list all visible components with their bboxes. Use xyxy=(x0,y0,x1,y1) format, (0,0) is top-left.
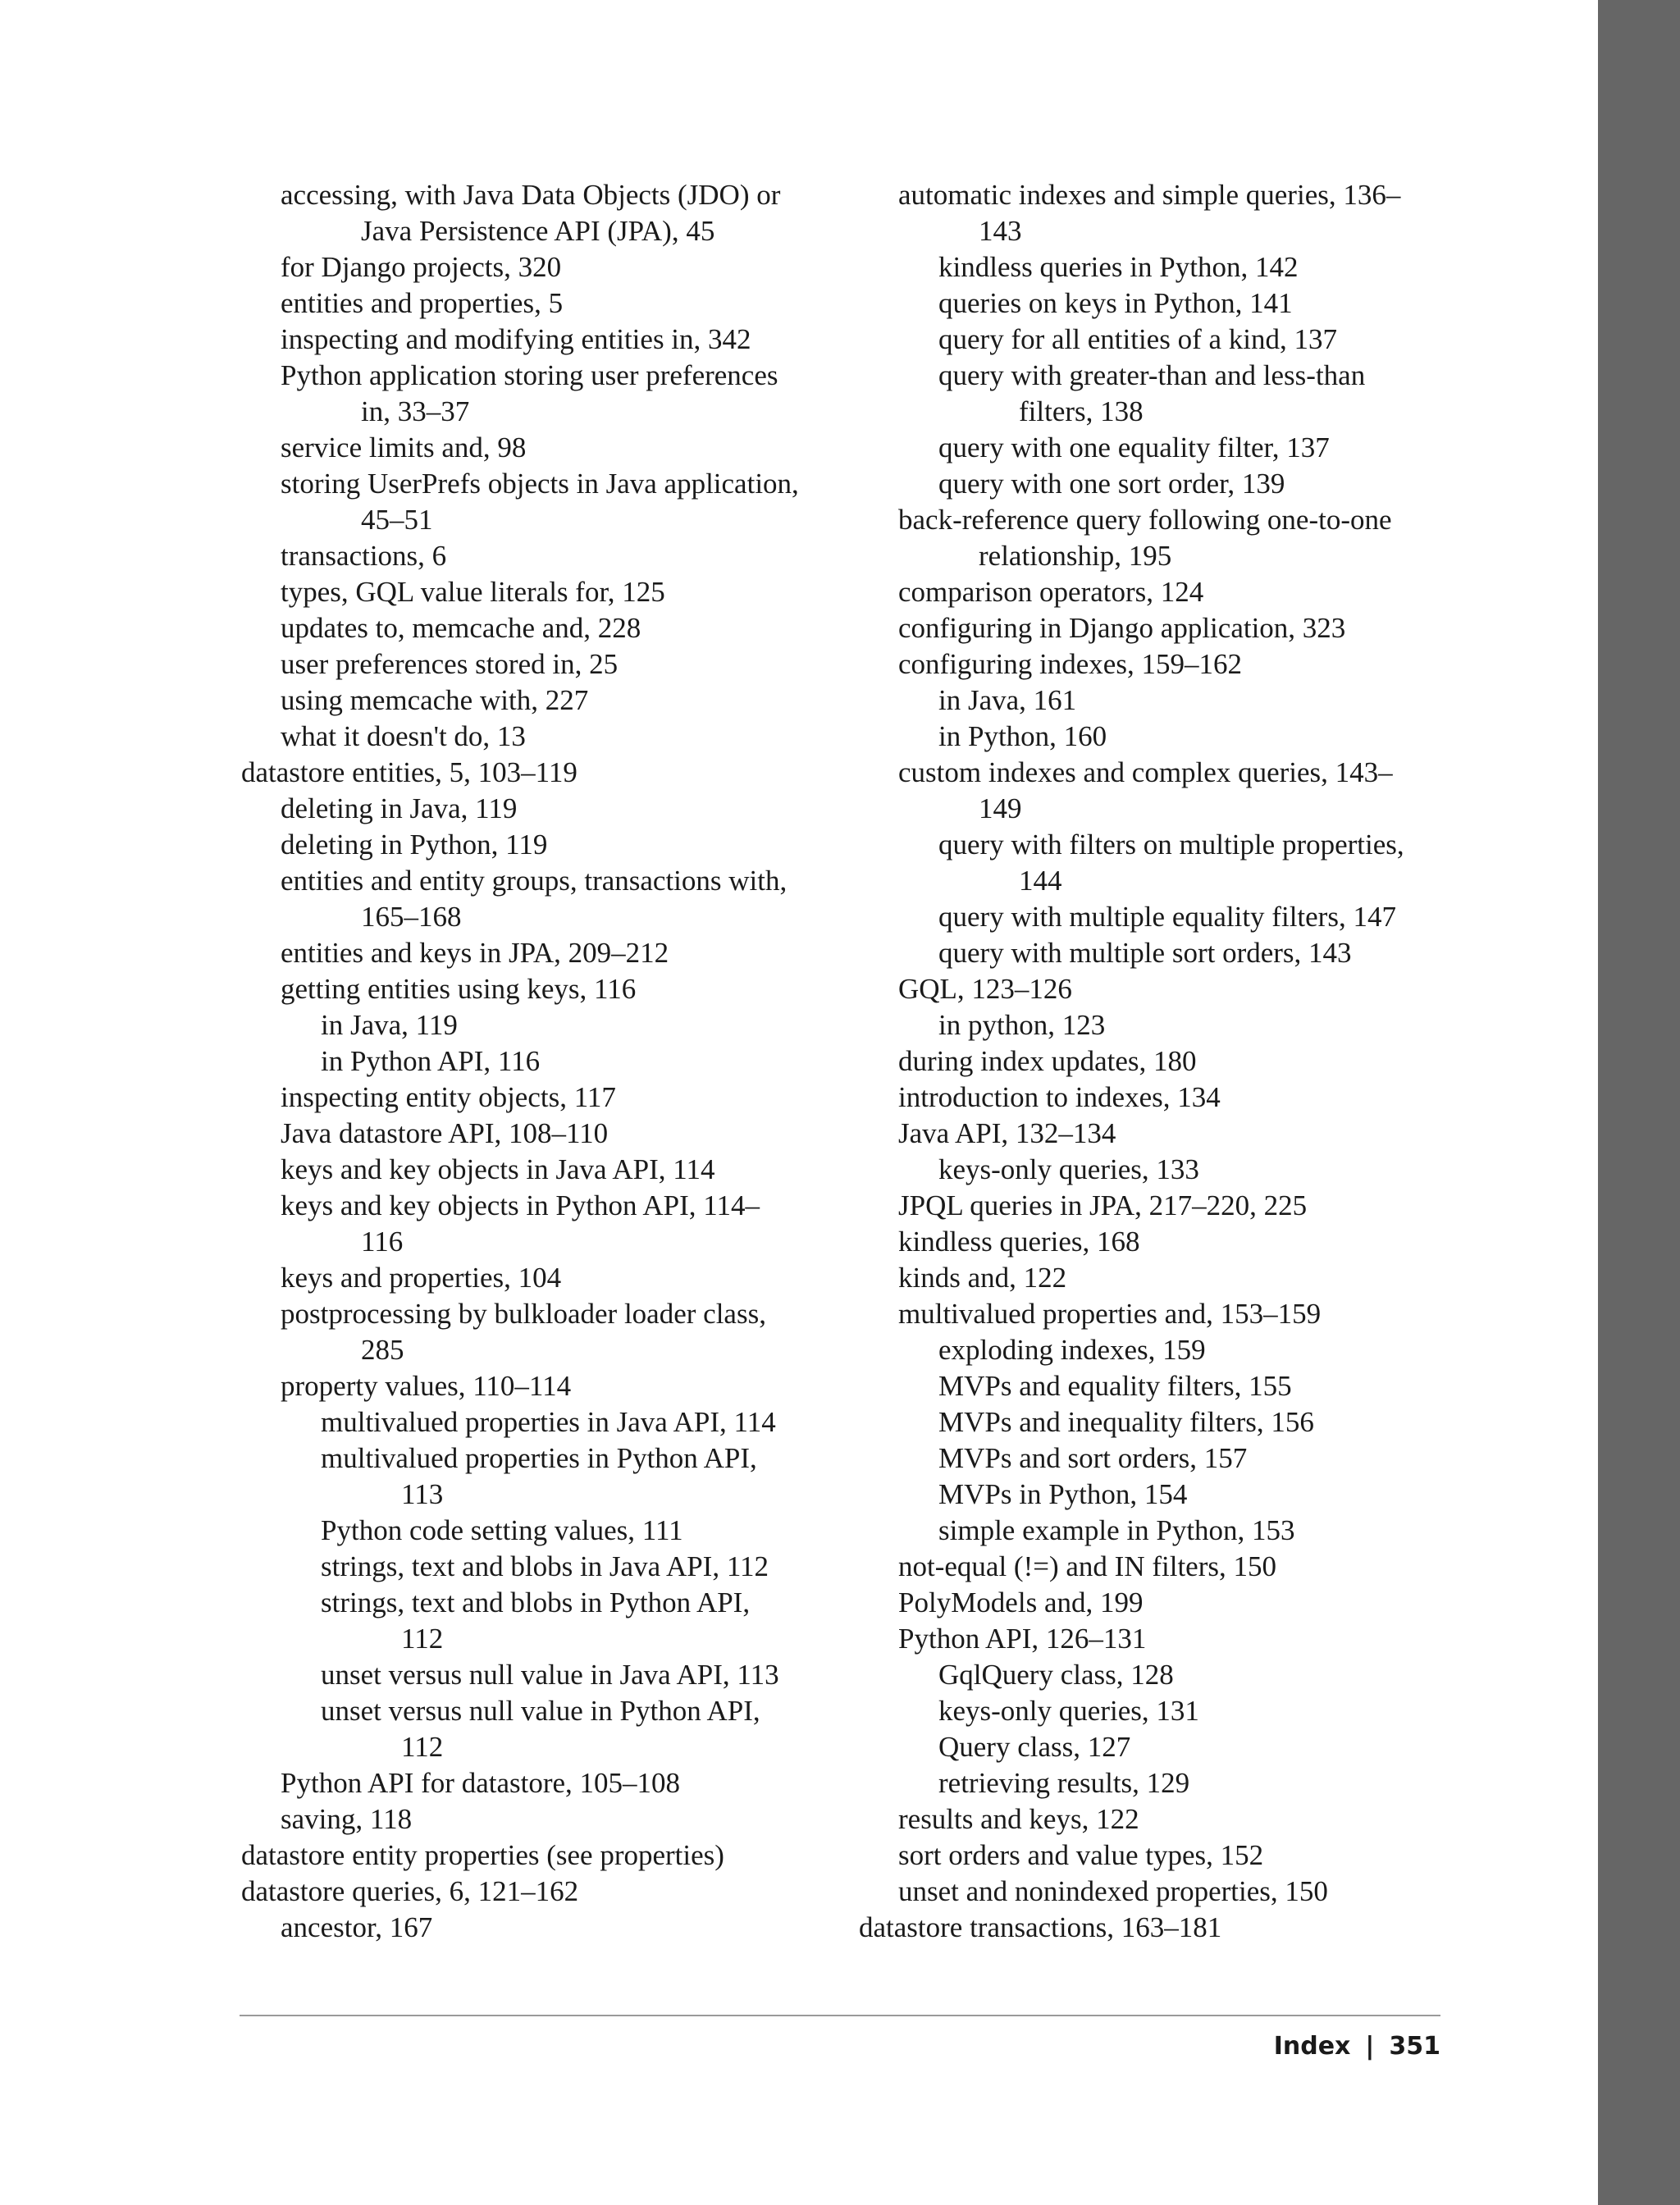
index-entry: query with greater-than and less-than xyxy=(938,359,1366,391)
index-entry: Java API, 132–134 xyxy=(898,1117,1116,1149)
page-footer xyxy=(1274,2029,1440,2064)
index-entry: back-reference query following one-to-one xyxy=(898,504,1392,536)
index-entry: 116 xyxy=(361,1226,404,1258)
index-entry: 112 xyxy=(401,1731,444,1763)
index-column-right xyxy=(859,177,1449,1946)
index-entry: accessing, with Java Data Objects (JDO) or xyxy=(281,179,781,211)
index-entry: multivalued properties in Python API, xyxy=(321,1442,757,1474)
index-entry: saving, 118 xyxy=(281,1803,413,1835)
index-entry: 112 xyxy=(401,1623,444,1655)
index-entry: 149 xyxy=(979,792,1022,824)
index-entry: kindless queries, 168 xyxy=(898,1226,1140,1258)
index-entry: Query class, 127 xyxy=(938,1731,1131,1763)
index-entry: datastore entity properties (see properties) xyxy=(241,1839,724,1871)
footer-section-label: Index xyxy=(1273,2032,1351,2061)
index-entry: property values, 110–114 xyxy=(281,1370,572,1402)
index-entry: Python API, 126–131 xyxy=(898,1623,1147,1655)
index-entry: query with multiple sort orders, 143 xyxy=(938,937,1352,969)
index-entry: MVPs and sort orders, 157 xyxy=(938,1442,1248,1474)
index-entry: query with one sort order, 139 xyxy=(938,468,1285,500)
index-entry: inspecting entity objects, 117 xyxy=(281,1081,616,1113)
footer-rule xyxy=(240,2015,1440,2016)
index-entry: postprocessing by bulkloader loader class, xyxy=(281,1298,766,1330)
index-entry: Python application storing user preferences xyxy=(281,359,778,391)
index-entry: kinds and, 122 xyxy=(898,1262,1067,1294)
index-entry: getting entities using keys, 116 xyxy=(281,973,637,1005)
index-entry: entities and properties, 5 xyxy=(281,287,564,319)
index-entry: unset versus null value in Java API, 113 xyxy=(321,1659,779,1691)
index-entry: kindless queries in Python, 142 xyxy=(938,251,1299,283)
index-entry: Java Persistence API (JPA), 45 xyxy=(361,215,715,247)
index-entry: configuring indexes, 159–162 xyxy=(898,648,1242,680)
index-entry: in Java, 119 xyxy=(321,1009,458,1041)
index-entry: relationship, 195 xyxy=(979,540,1172,572)
index-entry: entities and entity groups, transactions with, xyxy=(281,865,788,897)
index-entry: in Java, 161 xyxy=(938,684,1077,716)
index-entry: Python code setting values, 111 xyxy=(321,1514,683,1546)
index-entry: 165–168 xyxy=(361,901,462,933)
index-entry: introduction to indexes, 134 xyxy=(898,1081,1221,1113)
index-entry: query for all entities of a kind, 137 xyxy=(938,323,1337,355)
index-entry: query with one equality filter, 137 xyxy=(938,431,1330,463)
index-entry: comparison operators, 124 xyxy=(898,576,1204,608)
index-entry: keys and key objects in Python API, 114– xyxy=(281,1189,760,1221)
index-entry: MVPs and inequality filters, 156 xyxy=(938,1406,1314,1438)
index-entry: entities and keys in JPA, 209–212 xyxy=(281,937,669,969)
index-entry: deleting in Python, 119 xyxy=(281,829,548,861)
index-entry: 143 xyxy=(979,215,1022,247)
index-entry: in Python API, 116 xyxy=(321,1045,541,1077)
index-entry: unset versus null value in Python API, xyxy=(321,1695,760,1727)
index-entry: 45–51 xyxy=(361,504,433,536)
index-entry: service limits and, 98 xyxy=(281,431,527,463)
index-column-left xyxy=(241,177,832,1946)
index-entry: MVPs and equality filters, 155 xyxy=(938,1370,1292,1402)
index-entry: custom indexes and complex queries, 143– xyxy=(898,756,1393,788)
footer-separator: | xyxy=(1365,2032,1375,2061)
index-entry: PolyModels and, 199 xyxy=(898,1586,1144,1618)
index-entry: simple example in Python, 153 xyxy=(938,1514,1295,1546)
index-entry: user preferences stored in, 25 xyxy=(281,648,619,680)
index-entry: unset and nonindexed properties, 150 xyxy=(898,1875,1328,1907)
index-entry: JPQL queries in JPA, 217–220, 225 xyxy=(898,1189,1308,1221)
index-entry: automatic indexes and simple queries, 136– xyxy=(898,179,1401,211)
index-entry: 144 xyxy=(1019,865,1062,897)
index-entry: query with filters on multiple properties, xyxy=(938,829,1404,861)
index-entry: 113 xyxy=(401,1478,444,1510)
index-entry: keys and key objects in Java API, 114 xyxy=(281,1153,715,1185)
index-entry: multivalued properties and, 153–159 xyxy=(898,1298,1322,1330)
index-entry: MVPs in Python, 154 xyxy=(938,1478,1188,1510)
page-edge-bar xyxy=(1598,0,1680,2205)
index-entry: results and keys, 122 xyxy=(898,1803,1139,1835)
index-entry: GQL, 123–126 xyxy=(898,973,1072,1005)
index-entry: deleting in Java, 119 xyxy=(281,792,518,824)
index-entry: during index updates, 180 xyxy=(898,1045,1197,1077)
index-entry: strings, text and blobs in Java API, 112 xyxy=(321,1550,769,1582)
index-entry: retrieving results, 129 xyxy=(938,1767,1190,1799)
index-entry: 285 xyxy=(361,1334,404,1366)
index-entry: sort orders and value types, 152 xyxy=(898,1839,1264,1871)
index-entry: GqlQuery class, 128 xyxy=(938,1659,1174,1691)
index-entry: inspecting and modifying entities in, 342 xyxy=(281,323,751,355)
index-entry: queries on keys in Python, 141 xyxy=(938,287,1293,319)
index-entry: datastore transactions, 163–181 xyxy=(859,1911,1222,1943)
index-entry: types, GQL value literals for, 125 xyxy=(281,576,665,608)
index-entry: keys-only queries, 133 xyxy=(938,1153,1199,1185)
page-number: 351 xyxy=(1389,2032,1440,2061)
index-entry: updates to, memcache and, 228 xyxy=(281,612,641,644)
index-entry: what it doesn't do, 13 xyxy=(281,720,526,752)
index-entry: Java datastore API, 108–110 xyxy=(281,1117,609,1149)
index-entry: strings, text and blobs in Python API, xyxy=(321,1586,751,1618)
index-entry: datastore entities, 5, 103–119 xyxy=(241,756,578,788)
index-entry: configuring in Django application, 323 xyxy=(898,612,1346,644)
index-entry: transactions, 6 xyxy=(281,540,447,572)
index-entry: in Python, 160 xyxy=(938,720,1107,752)
index-entry: filters, 138 xyxy=(1019,395,1144,427)
index-entry: Python API for datastore, 105–108 xyxy=(281,1767,681,1799)
index-entry: ancestor, 167 xyxy=(281,1911,433,1943)
index-entry: storing UserPrefs objects in Java application, xyxy=(281,468,799,500)
index-entry: multivalued properties in Java API, 114 xyxy=(321,1406,776,1438)
index-entry: exploding indexes, 159 xyxy=(938,1334,1206,1366)
index-entry: in, 33–37 xyxy=(361,395,470,427)
index-entry: keys-only queries, 131 xyxy=(938,1695,1199,1727)
index-entry: query with multiple equality filters, 147 xyxy=(938,901,1396,933)
index-entry: for Django projects, 320 xyxy=(281,251,562,283)
index-entry: keys and properties, 104 xyxy=(281,1262,562,1294)
index-entry: datastore queries, 6, 121–162 xyxy=(241,1875,579,1907)
index-entry: not-equal (!=) and IN filters, 150 xyxy=(898,1550,1276,1582)
index-entry: using memcache with, 227 xyxy=(281,684,589,716)
index-entry: in python, 123 xyxy=(938,1009,1106,1041)
